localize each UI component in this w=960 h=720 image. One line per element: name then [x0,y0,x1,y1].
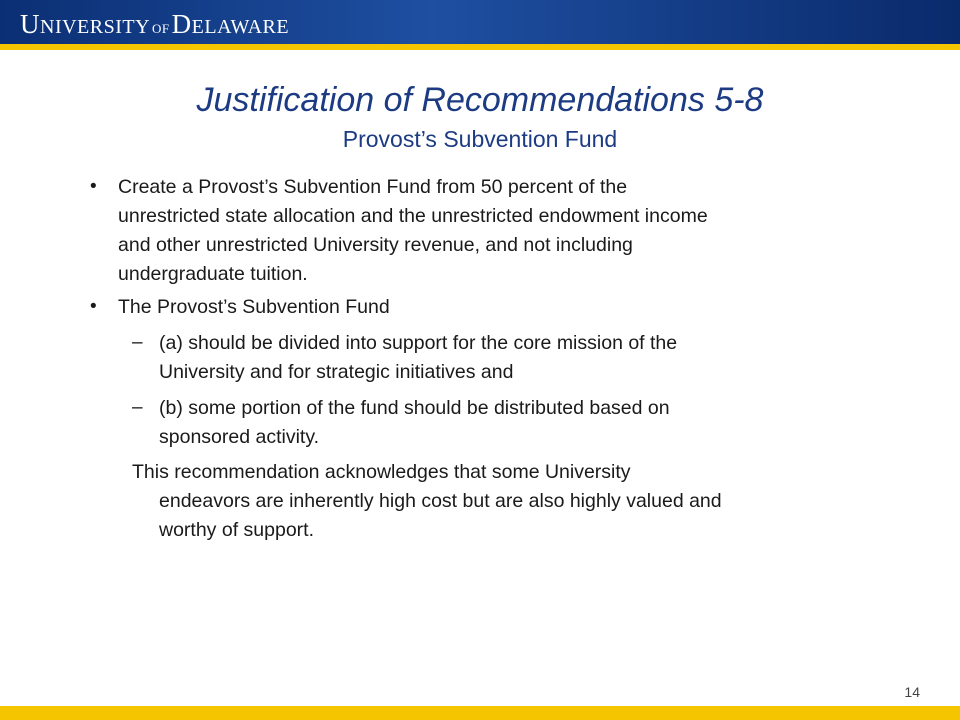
sub-a-line: University and for strategic initiatives and [159,361,514,383]
slide-subtitle: Provost’s Subvention Fund [342,126,618,152]
sub-a-line: (a) should be divided into support for the core mission of the [159,332,678,354]
bullet1-line: Create a Provost’s Subvention Fund from 50 percent of the [118,176,628,198]
bullet-marker: • [90,176,97,197]
bullet1-line: undergraduate tuition. [118,263,308,285]
sub-b-line: sponsored activity. [159,426,320,448]
university-logo: UNIVERSITY OFDELAWARE [20,9,290,39]
footer-accent-stripe [0,706,960,720]
bullet1-line: unrestricted state allocation and the unrestricted endowment income [118,205,708,227]
bullet-marker: • [90,296,97,317]
note-line: endeavors are inherently high cost but are also highly valued and [159,490,722,512]
dash-marker: – [132,397,143,418]
note-line: This recommendation acknowledges that some University [132,461,631,483]
page-number: 14 [904,684,920,700]
dash-marker: – [132,332,143,353]
bullet2-text: The Provost’s Subvention Fund [118,296,390,318]
slide-title: Justification of Recommendations 5-8 [196,81,764,119]
sub-b-line: (b) some portion of the fund should be distributed based on [159,397,670,419]
note-line: worthy of support. [159,519,314,541]
bullet1-line: and other unrestricted University revenue, and not including [118,234,633,256]
